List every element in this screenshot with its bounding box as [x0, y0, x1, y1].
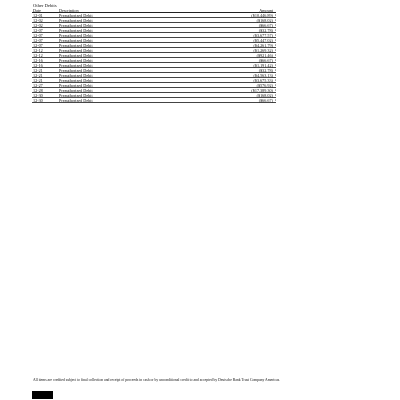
cell-date: 12-30	[33, 93, 43, 98]
cell-date: 12-12	[33, 53, 43, 58]
cell-mark: ı	[275, 13, 276, 17]
column-header-amount: Amount	[259, 8, 273, 13]
cell-description: Preauthorized Debit	[59, 33, 93, 38]
column-header-date: Date	[33, 8, 41, 13]
cell-mark: ı	[275, 18, 276, 22]
cell-description: Preauthorized Debit	[59, 73, 93, 78]
cell-amount: ($168.02)	[256, 93, 273, 98]
cell-mark: ı	[275, 88, 276, 92]
cell-description: Preauthorized Debit	[59, 43, 93, 48]
cell-date: 12-02	[33, 18, 43, 23]
cell-description: Preauthorized Debit	[59, 58, 93, 63]
cell-amount: ($32.78)	[258, 28, 273, 33]
cell-description: Preauthorized Debit	[59, 78, 93, 83]
cell-description: Preauthorized Debit	[59, 38, 93, 43]
cell-description: Preauthorized Debit	[59, 13, 93, 18]
cell-date: 12-30	[33, 98, 43, 103]
cell-date: 12-27	[33, 83, 43, 88]
cell-mark: ı	[275, 78, 276, 82]
cell-description: Preauthorized Debit	[59, 88, 93, 93]
cell-amount: ($10,446.89)	[251, 13, 273, 18]
redaction-box	[32, 391, 53, 399]
cell-description: Preauthorized Debit	[59, 63, 93, 68]
cell-amount: ($4,563.13)	[253, 73, 273, 78]
cell-description: Preauthorized Debit	[59, 83, 93, 88]
cell-date: 12-16	[33, 63, 43, 68]
cell-date: 12-07	[33, 33, 43, 38]
cell-description: Preauthorized Debit	[59, 28, 93, 33]
cell-date: 12-02	[33, 23, 43, 28]
cell-date: 12-07	[33, 38, 43, 43]
cell-amount: ($576.92)	[256, 83, 273, 88]
cell-date: 12-07	[33, 43, 43, 48]
table-row	[32, 98, 276, 103]
table-body	[32, 13, 276, 103]
cell-description: Preauthorized Debit	[59, 23, 93, 28]
cell-amount: ($1,191.42)	[253, 63, 273, 68]
cell-mark: ı	[275, 98, 276, 102]
cell-mark: ı	[275, 58, 276, 62]
section-title: Other Debits	[33, 3, 57, 8]
cell-description: Preauthorized Debit	[59, 48, 93, 53]
footer-note: All items are credited subject to final collection and receipt of proceeds in cash or by unconditional credit to and accepted by Deutsche Bank Trust Company Americas.	[33, 378, 281, 382]
cell-mark: ı	[275, 73, 276, 77]
cell-amount: ($168.02)	[256, 18, 273, 23]
cell-date: 12-28	[33, 88, 43, 93]
cell-date: 12-12	[33, 48, 43, 53]
cell-description: Preauthorized Debit	[59, 53, 93, 58]
cell-amount: ($4,261.79)	[253, 43, 273, 48]
cell-description: Preauthorized Debit	[59, 98, 93, 103]
cell-description: Preauthorized Debit	[59, 93, 93, 98]
cell-date: 12-01	[33, 13, 43, 18]
cell-mark: ı	[275, 93, 276, 97]
column-header-description: Description	[59, 8, 79, 13]
cell-mark: ı	[275, 83, 276, 87]
cell-mark: ı	[275, 28, 276, 32]
cell-amount: ($66.67)	[258, 98, 273, 103]
cell-amount: ($5,447.02)	[253, 38, 273, 43]
cell-mark: ı	[275, 53, 276, 57]
cell-amount: ($3,677.57)	[253, 33, 273, 38]
cell-mark: ı	[275, 43, 276, 47]
cell-amount: ($66.67)	[258, 58, 273, 63]
cell-amount: ($3,675.33)	[253, 78, 273, 83]
cell-mark: ı	[275, 63, 276, 67]
cell-mark: ı	[275, 33, 276, 37]
cell-date: 12-21	[33, 78, 43, 83]
cell-mark: ı	[275, 23, 276, 27]
cell-mark: ı	[275, 38, 276, 42]
cell-date: 12-07	[33, 28, 43, 33]
cell-mark: ı	[275, 48, 276, 52]
cell-mark: ı	[275, 68, 276, 72]
cell-date: 12-21	[33, 68, 43, 73]
cell-amount: ($1,269.32)	[253, 48, 273, 53]
cell-date: 12-16	[33, 58, 43, 63]
cell-amount: ($921.46)	[256, 53, 273, 58]
cell-amount: ($17,389.30)	[251, 88, 273, 93]
cell-description: Preauthorized Debit	[59, 68, 93, 73]
cell-amount: ($32.78)	[258, 68, 273, 73]
cell-amount: ($66.67)	[258, 23, 273, 28]
other-debits-table	[32, 8, 276, 103]
cell-date: 12-21	[33, 73, 43, 78]
cell-description: Preauthorized Debit	[59, 18, 93, 23]
